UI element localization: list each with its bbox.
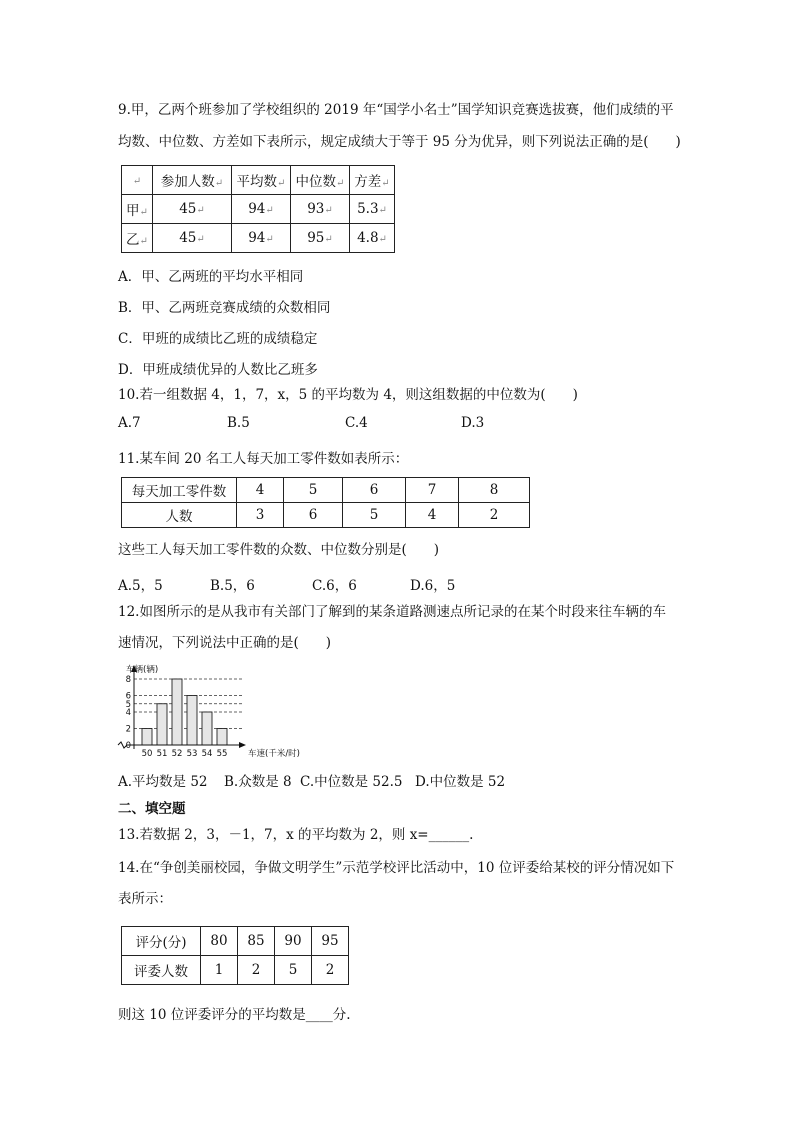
table-header-cell: 评分(分) bbox=[122, 927, 201, 956]
table-cell: 乙↵ bbox=[122, 224, 153, 253]
table-header-cell: 平均数↵ bbox=[232, 166, 291, 195]
table-row bbox=[122, 224, 395, 253]
table-cell: 94↵ bbox=[232, 224, 291, 253]
q12-option-d: D.中位数是 52 bbox=[415, 774, 506, 790]
y-axis-label: 车辆(辆) bbox=[126, 665, 159, 675]
q11-options bbox=[118, 574, 455, 594]
table-cell: 93↵ bbox=[291, 195, 350, 224]
q9-stats-table bbox=[121, 165, 395, 253]
x-tick-label: 54 bbox=[201, 749, 213, 759]
x-tick-label: 55 bbox=[216, 749, 228, 759]
table-row bbox=[122, 195, 395, 224]
table-header-cell: 评委人数 bbox=[122, 956, 201, 985]
table-cell: 4.8↵ bbox=[350, 224, 395, 253]
x-axis-label: 车速(千米/时) bbox=[248, 749, 300, 759]
q12-option-b: B.众数是 8 bbox=[224, 774, 292, 790]
table-cell: 45↵ bbox=[153, 195, 232, 224]
q9-option-d: D．甲班成绩优异的人数比乙班多 bbox=[118, 362, 318, 378]
q10-option-d: D.3 bbox=[461, 415, 485, 431]
q12-option-c: C.中位数是 52.5 bbox=[300, 774, 403, 790]
table-header-cell: 中位数↵ bbox=[291, 166, 350, 195]
table-cell: 85 bbox=[238, 927, 275, 956]
q14-table bbox=[121, 926, 349, 985]
q9-stem-line1: 9.甲，乙两个班参加了学校组织的 2019 年“国学小名士”国学知识竞赛选拔赛，他们成绩的平 bbox=[118, 102, 674, 118]
table-cell: 2 bbox=[312, 956, 349, 985]
table-cell: 甲↵ bbox=[122, 195, 153, 224]
table-cell: 3 bbox=[237, 503, 284, 528]
table-cell: 2 bbox=[459, 503, 530, 528]
chart-bar bbox=[157, 704, 167, 745]
table-cell: 95 bbox=[312, 927, 349, 956]
x-tick-label: 51 bbox=[156, 749, 168, 759]
q11-stem: 11.某车间 20 名工人每天加工零件数如表所示： bbox=[118, 451, 409, 467]
table-cell: 4 bbox=[406, 503, 459, 528]
table-row bbox=[122, 927, 349, 956]
chart-bar bbox=[172, 679, 182, 745]
q12-stem-line1: 12.如图所示的是从我市有关部门了解到的某条道路测速点所记录的在某个时段来往车辆的车 bbox=[118, 604, 666, 620]
q10-options bbox=[118, 415, 484, 431]
y-tick-label: 6 bbox=[125, 691, 131, 702]
table-row bbox=[122, 503, 530, 528]
x-tick-label: 53 bbox=[186, 749, 198, 759]
chart-bar bbox=[202, 712, 212, 745]
table-cell: 5 bbox=[284, 478, 343, 503]
chart-bar bbox=[217, 729, 227, 746]
table-cell: 6 bbox=[284, 503, 343, 528]
y-tick-label: 2 bbox=[125, 724, 131, 735]
table-cell: 45↵ bbox=[153, 224, 232, 253]
table-cell: 4 bbox=[237, 478, 284, 503]
table-row bbox=[122, 478, 530, 503]
q13-stem: 13.若数据 2，3，－1，7，x 的平均数为 2，则 x=______. bbox=[118, 827, 474, 843]
table-cell: 95↵ bbox=[291, 224, 350, 253]
table-cell: 90 bbox=[275, 927, 312, 956]
q12-option-a: A.平均数是 52 bbox=[118, 774, 208, 790]
q10-option-b: B.5 bbox=[227, 415, 250, 431]
table-header-cell: 方差↵ bbox=[350, 166, 395, 195]
table-cell: 80 bbox=[201, 927, 238, 956]
section-title: 二、填空题 bbox=[118, 801, 186, 817]
q10-option-c: C.4 bbox=[345, 415, 368, 431]
table-cell: 2 bbox=[238, 956, 275, 985]
table-cell: 94↵ bbox=[232, 195, 291, 224]
q11-option-c: C.6，6 bbox=[312, 578, 357, 594]
q9-option-c: C．甲班的成绩比乙班的成绩稳定 bbox=[118, 331, 318, 347]
q14-stem-line1: 14.在“争创美丽校园，争做文明学生”示范学校评比活动中，10 位评委给某校的评分情况如下 bbox=[118, 860, 675, 876]
q14-answer: 则这 10 位评委评分的平均数是____分. bbox=[118, 1007, 351, 1023]
x-tick-label: 52 bbox=[171, 749, 183, 759]
table-row bbox=[122, 166, 395, 195]
table-cell: 8 bbox=[459, 478, 530, 503]
q14-stem-line2: 表所示： bbox=[118, 891, 172, 907]
q11-option-d: D.6，5 bbox=[410, 578, 456, 594]
table-cell: 5 bbox=[275, 956, 312, 985]
q11-question: 这些工人每天加工零件数的众数、中位数分别是( ) bbox=[118, 542, 440, 558]
speed-bar-chart bbox=[114, 662, 314, 762]
q11-option-a: A.5，5 bbox=[118, 578, 163, 594]
y-tick-label: 4 bbox=[125, 708, 131, 718]
table-cell: 5.3↵ bbox=[350, 195, 395, 224]
y-tick-label: 5 bbox=[125, 699, 131, 710]
q11-option-b: B.5，6 bbox=[210, 578, 255, 594]
chart-bar bbox=[142, 729, 152, 746]
table-header-cell: 人数 bbox=[122, 503, 237, 528]
q9-option-a: A．甲、乙两班的平均水平相同 bbox=[118, 269, 304, 285]
x-tick-label: 50 bbox=[141, 749, 153, 759]
table-cell: 7 bbox=[406, 478, 459, 503]
table-cell: 6 bbox=[343, 478, 406, 503]
q9-option-b: B．甲、乙两班竞赛成绩的众数相同 bbox=[118, 300, 331, 316]
q12-stem-line2: 速情况，下列说法中正确的是( ) bbox=[118, 635, 332, 651]
q9-stem-line2: 均数、中位数、方差如下表所示，规定成绩大于等于 95 分为优异，则下列说法正确的是( ) bbox=[118, 134, 681, 150]
q10-stem: 10.若一组数据 4，1，7，x，5 的平均数为 4，则这组数据的中位数为( ) bbox=[118, 387, 578, 403]
y-tick-label: 0 bbox=[125, 741, 131, 751]
y-tick-label: 8 bbox=[125, 675, 131, 685]
q10-option-a: A.7 bbox=[118, 415, 141, 431]
table-cell: ↵ bbox=[122, 166, 153, 195]
table-cell: 5 bbox=[343, 503, 406, 528]
q12-options bbox=[118, 770, 505, 790]
x-axis-arrow bbox=[239, 742, 246, 748]
table-header-cell: 每天加工零件数 bbox=[122, 478, 237, 503]
table-cell: 1 bbox=[201, 956, 238, 985]
table-row bbox=[122, 956, 349, 985]
chart-bar bbox=[187, 696, 197, 746]
q11-table bbox=[121, 477, 530, 528]
table-header-cell: 参加人数↵ bbox=[153, 166, 232, 195]
